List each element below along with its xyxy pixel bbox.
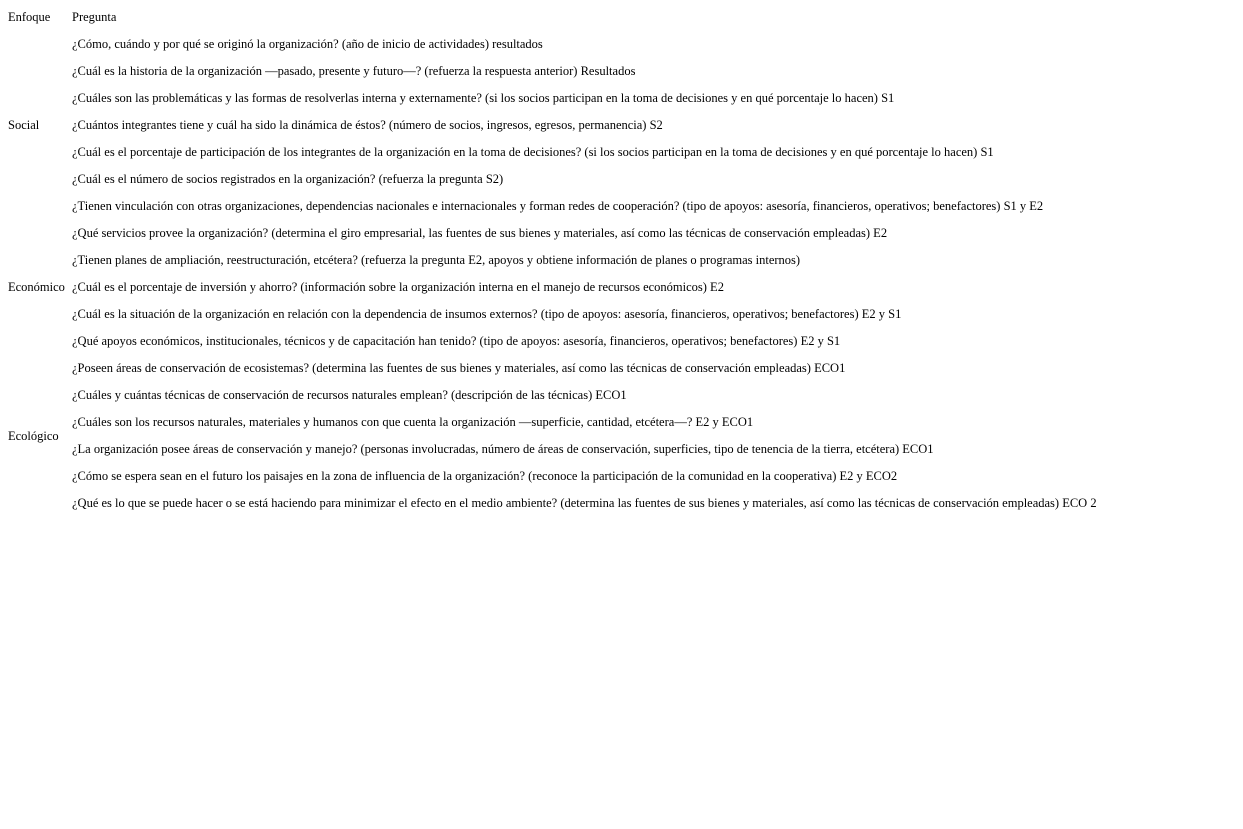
pregunta-cell: ¿Cuál es la historia de la organización —pasado, presente y futuro—? (refuerza la respuesta anterior) Resultados — [72, 64, 636, 78]
pregunta-cell: ¿Cuál es la situación de la organización en relación con la dependencia de insumos externos? (tipo de apoyos: asesoría, financieros, operativos; benefactores) E2 y S1 — [72, 307, 902, 321]
table-row — [0, 436, 1097, 463]
pregunta-cell: ¿Cuál es el número de socios registrados en la organización? (refuerza la pregunta S2) — [72, 172, 504, 186]
pregunta-cell: ¿Tienen planes de ampliación, reestructuración, etcétera? (refuerza la pregunta E2, apoyos y obtiene información de planes o programas internos) — [72, 253, 801, 267]
pregunta-cell: ¿Cuál es el porcentaje de inversión y ahorro? (información sobre la organización interna en el manejo de recursos económicos) E2 — [72, 280, 724, 294]
header-pregunta: Pregunta — [72, 10, 117, 24]
pregunta-cell: ¿Qué apoyos económicos, institucionales, técnicos y de capacitación han tenido? (tipo de apoyos: asesoría, financieros, operativos; benefactores) E2 y S1 — [72, 334, 841, 348]
pregunta-cell: ¿Qué servicios provee la organización? (determina el giro empresarial, las fuentes de sus bienes y materiales, así como las técnicas de conservación empleadas) E2 — [72, 226, 888, 240]
table-row — [0, 382, 1097, 409]
enfoque-ecologico: Ecológico — [8, 428, 59, 443]
table-row — [0, 220, 1097, 247]
pregunta-cell: ¿Cómo, cuándo y por qué se originó la organización? (año de inicio de actividades) resultados — [72, 37, 543, 51]
pregunta-cell: ¿Cuáles son los recursos naturales, materiales y humanos con que cuenta la organización —superficie, cantidad, etcétera—? E2 y ECO1 — [72, 415, 754, 429]
table-row — [0, 490, 1097, 517]
table-row — [0, 409, 1097, 436]
header-enfoque: Enfoque — [8, 10, 51, 24]
table-row — [0, 85, 1097, 112]
table-row — [0, 58, 1097, 85]
header-row — [0, 4, 1097, 31]
table-row — [0, 139, 1097, 166]
enfoque-economico: Económico — [8, 280, 65, 294]
questions-table — [0, 4, 1097, 517]
enfoque-social: Social — [8, 118, 40, 132]
pregunta-cell: ¿Cómo se espera sean en el futuro los paisajes en la zona de influencia de la organización? (reconoce la participación de la comunidad en la cooperativa) E2 y ECO2 — [72, 469, 898, 483]
pregunta-cell: ¿Tienen vinculación con otras organizaciones, dependencias nacionales e internacionales y forman redes de cooperación? (tipo de apoyos: asesoría, financieros, operativos; benefactores) S1 y E2 — [72, 199, 1044, 213]
table-row — [0, 463, 1097, 490]
pregunta-cell: ¿Cuál es el porcentaje de participación de los integrantes de la organización en la toma de decisiones? (si los socios participan en la toma de decisiones y en qué porcentaje lo hacen) S1 — [72, 145, 994, 159]
pregunta-cell: ¿La organización posee áreas de conservación y manejo? (personas involucradas, número de áreas de conservación, superficies, tipo de tenencia de la tierra, etcétera) ECO1 — [72, 442, 934, 456]
pregunta-cell: ¿Cuáles son las problemáticas y las formas de resolverlas interna y externamente? (si los socios participan en la toma de decisiones y en qué porcentaje lo hacen) S1 — [72, 91, 895, 105]
table-row — [0, 31, 1097, 58]
table-row — [0, 301, 1097, 328]
pregunta-cell: ¿Cuáles y cuántas técnicas de conservación de recursos naturales emplean? (descripción de las técnicas) ECO1 — [72, 388, 627, 402]
table-row — [0, 166, 1097, 193]
pregunta-cell: ¿Cuántos integrantes tiene y cuál ha sido la dinámica de éstos? (número de socios, ingresos, egresos, permanencia) S2 — [72, 118, 663, 132]
table-row — [0, 247, 1097, 274]
table-row — [0, 355, 1097, 382]
table-row — [0, 274, 1097, 301]
pregunta-cell: ¿Poseen áreas de conservación de ecosistemas? (determina las fuentes de sus bienes y materiales, así como las técnicas de conservación empleadas) ECO1 — [72, 361, 846, 375]
table-row — [0, 328, 1097, 355]
table-row — [0, 193, 1097, 220]
pregunta-cell: ¿Qué es lo que se puede hacer o se está haciendo para minimizar el efecto en el medio ambiente? (determina las fuentes de sus bienes y materiales, así como las técnicas de conservación empleadas) ECO 2 — [72, 496, 1097, 510]
table-row — [0, 112, 1097, 139]
